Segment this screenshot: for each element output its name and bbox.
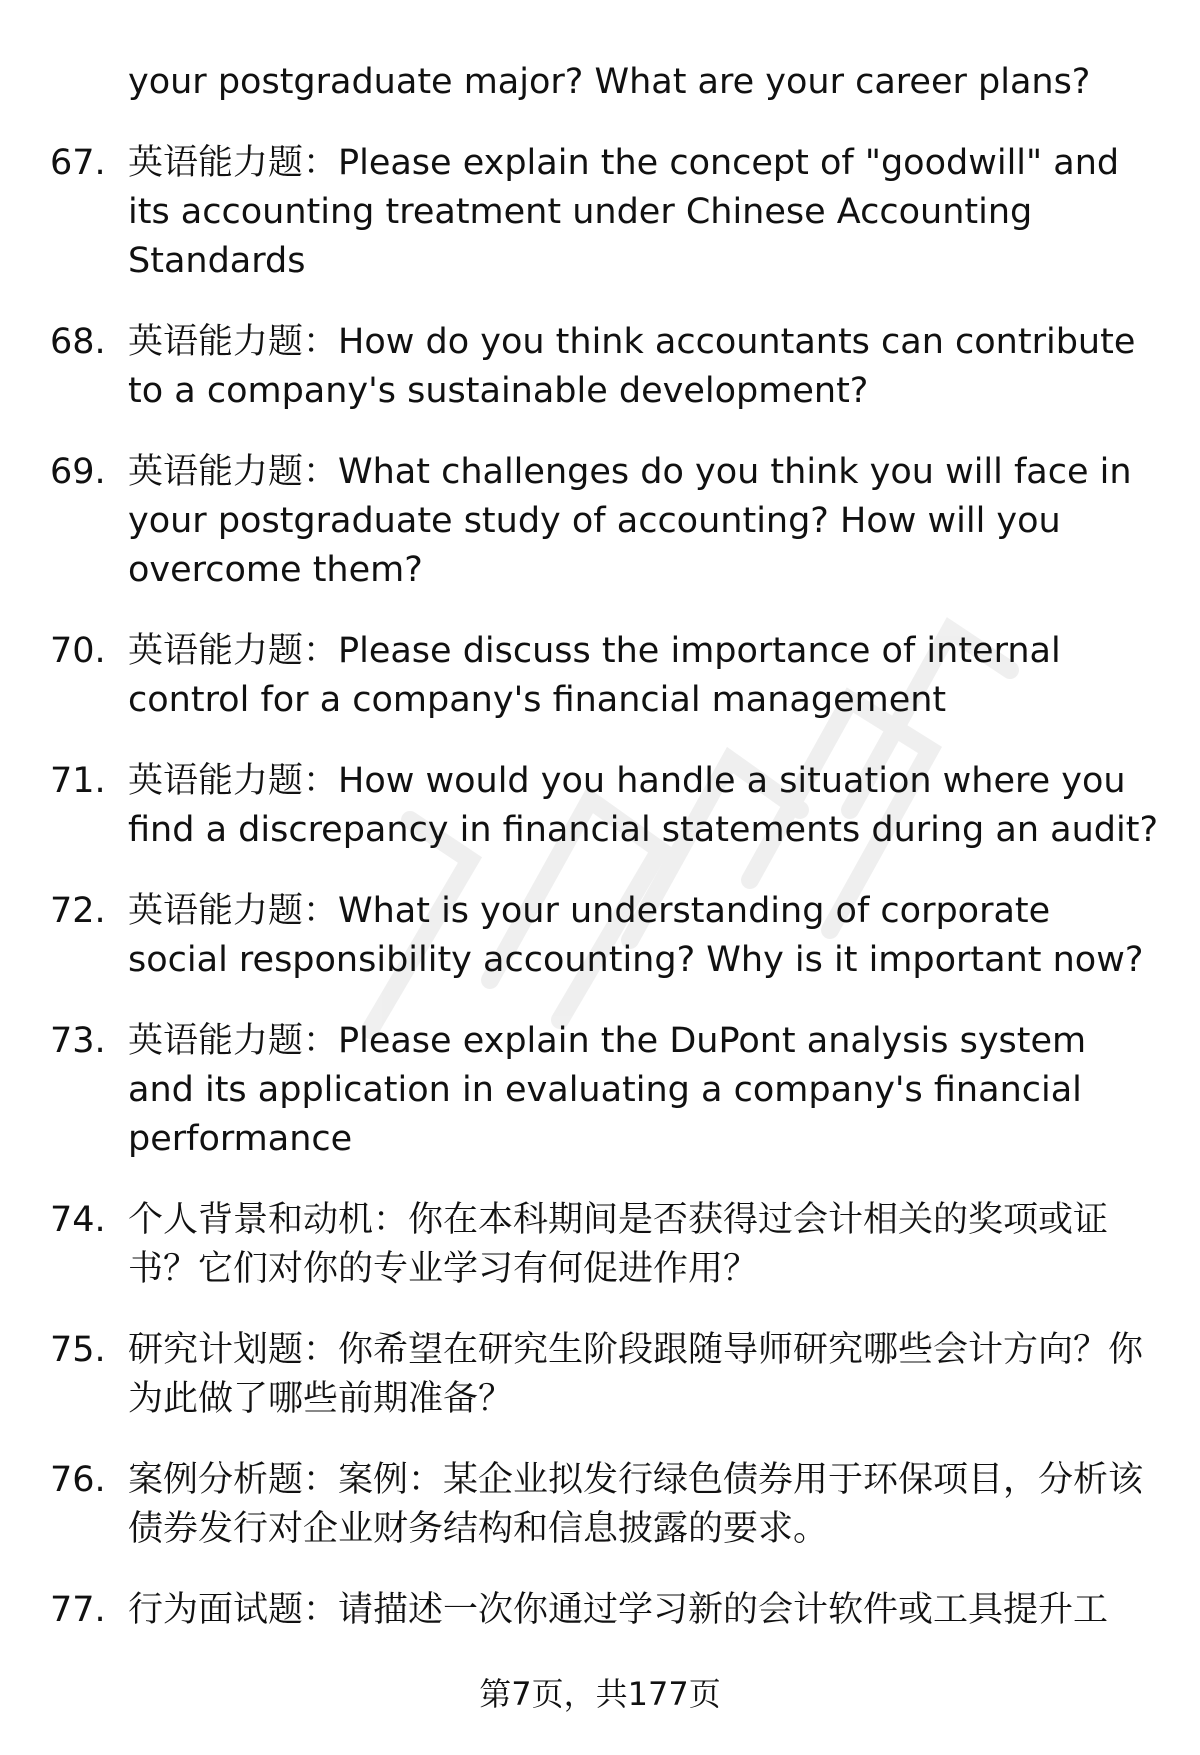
- question-item: [50, 1196, 1160, 1294]
- question-number: 71.: [50, 761, 106, 801]
- question-item: [50, 627, 1160, 725]
- question-number: 75.: [50, 1330, 106, 1370]
- question-item: [50, 1017, 1160, 1164]
- question-item: [50, 1586, 1160, 1635]
- question-text: 英语能力题：Please explain the DuPont analysis system and its application in evaluating a company's financial performance: [128, 1021, 1087, 1159]
- question-number: 69.: [50, 452, 106, 492]
- question-text: 英语能力题：What is your understanding of corporate social responsibility accounting? Why is it important now?: [128, 891, 1144, 980]
- question-item: [50, 757, 1160, 855]
- question-text: 研究计划题：你希望在研究生阶段跟随导师研究哪些会计方向？你为此做了哪些前期准备？: [128, 1330, 1144, 1419]
- question-number: 77.: [50, 1590, 106, 1630]
- question-text: 英语能力题：How would you handle a situation where you find a discrepancy in financial statements during an audit?: [128, 761, 1159, 850]
- question-text: 个人背景和动机：你在本科期间是否获得过会计相关的奖项或证书？它们对你的专业学习有何促进作用？: [128, 1200, 1109, 1289]
- question-item: [50, 1326, 1160, 1424]
- question-text: 英语能力题：Please explain the concept of "goodwill" and its accounting treatment under Chinese Accounting Standards: [128, 143, 1120, 281]
- question-text: 英语能力题：Please discuss the importance of internal control for a company's financial management: [128, 631, 1061, 720]
- question-number: 74.: [50, 1200, 106, 1240]
- page-footer: 第7页，共177页: [479, 1675, 721, 1713]
- question-item: [50, 448, 1160, 595]
- question-number: 67.: [50, 143, 106, 183]
- question-number: 73.: [50, 1021, 106, 1061]
- question-item: [50, 1456, 1160, 1554]
- question-text: 行为面试题：请描述一次你通过学习新的会计软件或工具提升工: [128, 1590, 1109, 1630]
- question-list: [50, 58, 1160, 1667]
- question-item: [50, 318, 1160, 416]
- question-number: 76.: [50, 1460, 106, 1500]
- question-text: 英语能力题：How do you think accountants can contribute to a company's sustainable development?: [128, 322, 1136, 411]
- question-number: 70.: [50, 631, 106, 671]
- question-text: 英语能力题：What challenges do you think you will face in your postgraduate study of accounting? How will you overcome them?: [128, 452, 1132, 590]
- question-item: [50, 139, 1160, 286]
- question-number: 72.: [50, 891, 106, 931]
- question-number: 68.: [50, 322, 106, 362]
- question-text: 案例分析题：案例：某企业拟发行绿色债券用于环保项目，分析该债券发行对企业财务结构和信息披露的要求。: [128, 1460, 1144, 1549]
- question-item: [50, 887, 1160, 985]
- continued-question-text: your postgraduate major? What are your career plans?: [128, 62, 1091, 102]
